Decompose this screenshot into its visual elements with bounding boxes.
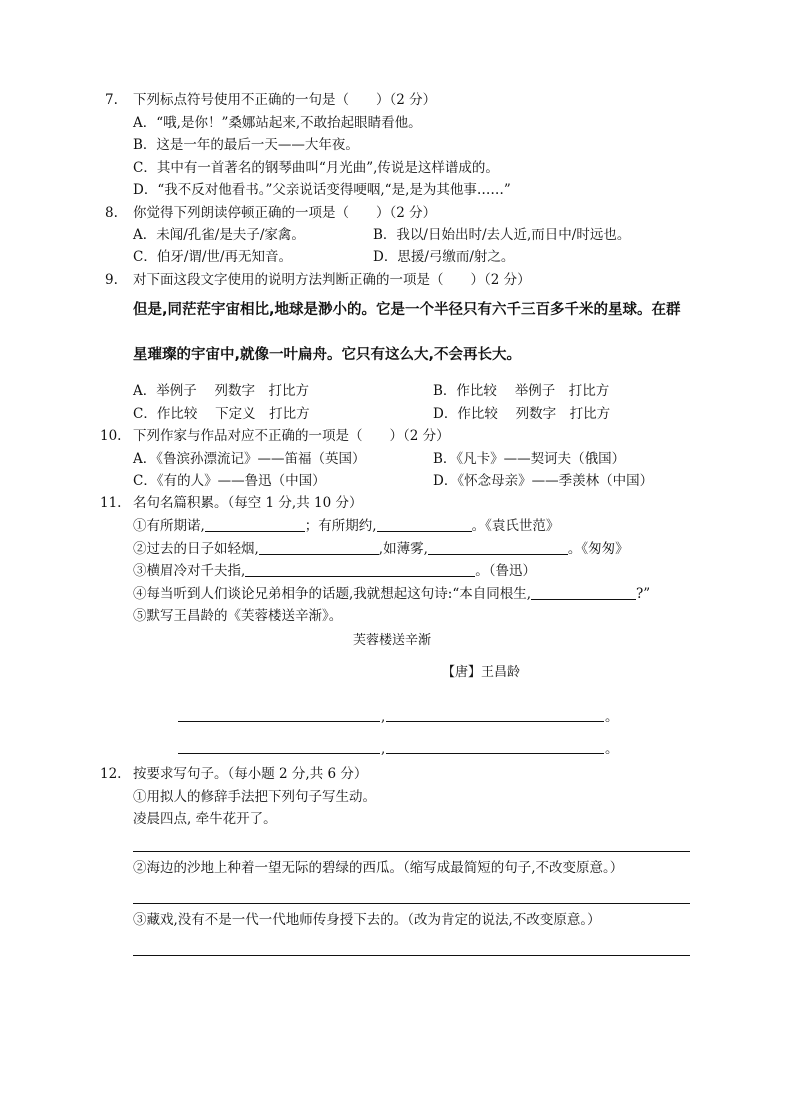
q11-item-1-text-a: ①有所期诺, (133, 518, 205, 534)
q12-item-1: ①用拟人的修辞手法把下列句子写生动。 (133, 789, 376, 805)
q11-item-4 (133, 585, 650, 603)
q7-option-b: B．这是一年的最后一天——大年夜。 (133, 137, 359, 153)
q10-stem: 下列作家与作品对应不正确的一项是（ ）（2 分） (133, 428, 450, 444)
q9-passage-line-1: 但是,同茫茫宇宙相比,地球是渺小的。它是一个半径只有六千三百多千米的星球。在群 (133, 302, 681, 318)
q11-item-2-text-a: ②过去的日子如轻烟, (133, 541, 259, 557)
q9-option-c: C．作比较 下定义 打比方 (133, 406, 310, 422)
q9-option-a: A．举例子 列数字 打比方 (133, 383, 310, 399)
q7-option-a: A．“哦,是你！”桑娜站起来,不敢抬起眼睛看他。 (133, 115, 422, 131)
q11-item-2-text-c: 。《匆匆》 (567, 541, 629, 557)
q11-item-5: ⑤默写王昌龄的《芙蓉楼送辛渐》。 (133, 608, 343, 624)
poem-blank-1[interactable] (178, 721, 380, 722)
poem-comma-1: , (381, 709, 386, 725)
q7-stem: 下列标点符号使用不正确的一句是（ ）（2 分） (133, 92, 437, 108)
q12-item-2: ②海边的沙地上种着一望无际的碧绿的西瓜。（缩写成最简短的句子,不改变原意。） (133, 860, 624, 876)
q11-item-3-text-a: ③横眉冷对千夫指, (133, 563, 246, 579)
q7-option-c: C．其中有一首著名的钢琴曲叫“月光曲”,传说是这样谱成的。 (133, 160, 499, 176)
q12-item-3: ③藏戏,没有不是一代一代地师传身授下去的。（改为肯定的说法,不改变原意。） (133, 912, 601, 928)
blank-4[interactable] (428, 540, 568, 555)
poem-title: 芙蓉楼送辛渐 (353, 633, 432, 648)
poem-author: 【唐】王昌龄 (442, 665, 521, 680)
poem-blank-4[interactable] (386, 753, 604, 754)
poem-blank-2[interactable] (386, 721, 604, 722)
blank-6[interactable] (531, 585, 636, 600)
q11-item-4-text-b: ?” (636, 586, 651, 602)
question-number-9: 9. (105, 272, 118, 288)
q12-item-1-sentence: 凌晨四点, 牵牛花开了。 (133, 811, 277, 827)
q10-option-c: C．《有的人》——鲁迅（中国） (133, 473, 326, 489)
q11-item-2 (133, 540, 629, 558)
blank-5[interactable] (245, 562, 475, 577)
q11-item-1-text-c: 。《袁氏世范》 (471, 518, 560, 534)
blank-1[interactable] (205, 517, 305, 532)
q9-option-b: B．作比较 举例子 打比方 (433, 383, 610, 399)
question-number-10: 10. (100, 428, 122, 444)
q10-option-a: A．《鲁滨孙漂流记》——笛福（英国） (133, 451, 366, 467)
question-number-12: 12. (100, 766, 122, 782)
q8-option-c: C．伯牙/谓/世/再无知音。 (133, 249, 292, 265)
q11-item-2-text-b: ,如薄雾, (378, 541, 428, 557)
blank-2[interactable] (377, 517, 472, 532)
answer-line-3[interactable] (133, 955, 690, 956)
question-number-11: 11. (100, 495, 122, 511)
poem-comma-2: , (381, 741, 386, 757)
answer-line-2[interactable] (133, 903, 690, 904)
blank-3[interactable] (259, 540, 379, 555)
q8-option-d: D．思援/弓缴而/射之。 (373, 249, 515, 265)
q12-stem: 按要求写句子。（每小题 2 分,共 6 分） (133, 766, 368, 782)
q9-option-d: D．作比较 列数字 打比方 (433, 406, 611, 422)
q8-stem: 你觉得下列朗读停顿正确的一项是（ ）（2 分） (133, 205, 437, 221)
question-number-7: 7. (105, 92, 118, 108)
q9-stem: 对下面这段文字使用的说明方法判断正确的一项是（ ）（2 分） (133, 272, 531, 288)
question-number-8: 8. (105, 205, 118, 221)
q11-stem: 名句名篇积累。（每空 1 分,共 10 分） (133, 495, 363, 511)
q11-item-3-text-b: 。（鲁迅） (475, 563, 537, 579)
q11-item-4-text-a: ④每当听到人们谈论兄弟相争的话题,我就想起这句诗:“本自同根生, (133, 586, 532, 602)
answer-line-1[interactable] (133, 851, 690, 852)
poem-period-2: 。 (605, 741, 619, 757)
poem-period-1: 。 (605, 709, 619, 725)
q11-item-3 (133, 562, 536, 580)
poem-blank-3[interactable] (178, 753, 380, 754)
q7-option-d: D．“我不反对他看书。”父亲说话变得哽咽,“是,是为其他事……” (133, 182, 511, 198)
q11-item-1-text-b: ；有所期约, (304, 518, 377, 534)
q8-option-b: B．我以/日始出时/去人近,而日中/时远也。 (373, 227, 631, 243)
q10-option-b: B．《凡卡》——契诃夫（俄国） (433, 451, 626, 467)
q11-item-1 (133, 517, 559, 535)
q8-option-a: A．未闻/孔雀/是夫子/家禽。 (133, 227, 305, 243)
q10-option-d: D．《怀念母亲》——季羡林（中国） (433, 473, 654, 489)
q9-passage-line-2: 星璀璨的宇宙中,就像一叶扁舟。它只有这么大,不会再长大。 (133, 347, 522, 363)
